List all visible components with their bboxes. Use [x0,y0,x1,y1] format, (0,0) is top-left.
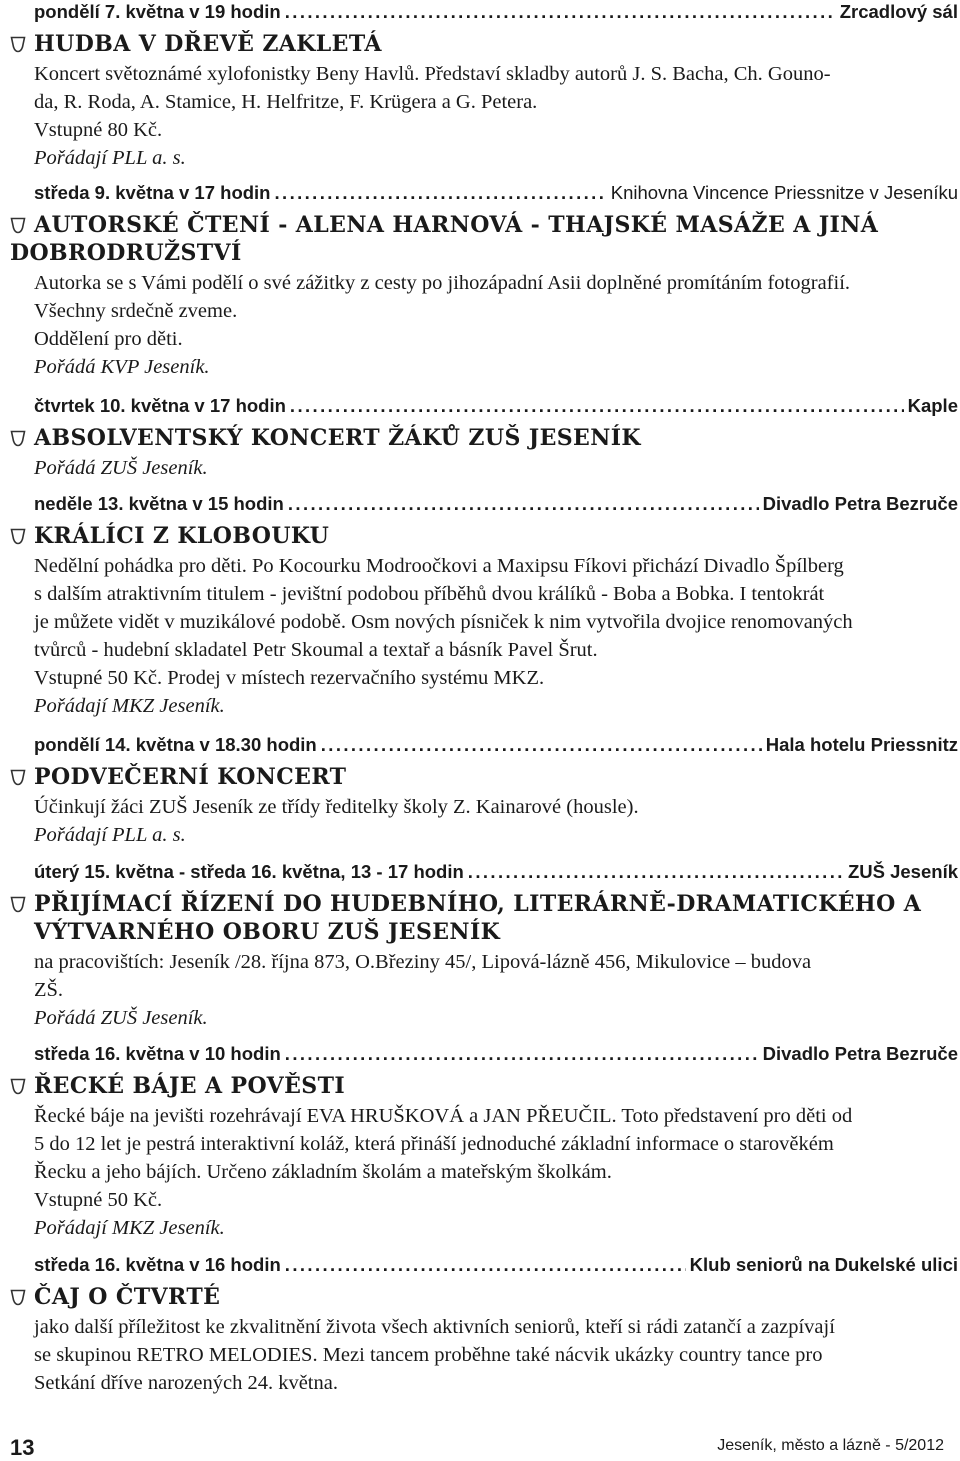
event-place: Klub seniorů na Dukelské ulici [689,1254,958,1275]
leader-dots [321,733,762,757]
event-item [10,733,958,849]
event-item [10,1042,958,1242]
event-description [10,454,958,482]
event-place: ZUŠ Jeseník [847,861,958,882]
event-date-line [10,1042,958,1066]
description-line: 5 do 12 let je pestrá interaktivní koláž, která přináší jednoduché základní informace o starověkém [34,1133,834,1155]
event-item [10,181,958,381]
description-line: ZŠ. [34,979,64,1001]
description-line: Vstupné 50 Kč. Prodej v místech rezervačního systému MKZ. [34,667,545,689]
publication-name: Jeseník, město a lázně - 5/2012 [717,1437,944,1454]
event-item [10,860,958,1032]
event-item [10,492,958,720]
leader-dots [285,0,836,24]
event-place: Kaple [907,395,958,416]
event-title: HUDBA V DŘEVĚ ZAKLETÁ [34,31,382,57]
event-organizer: Pořádají MKZ Jeseník. [34,695,225,717]
description-line: Vstupné 50 Kč. [34,1189,163,1211]
event-date: středa 16. května v 10 hodin [34,1043,281,1064]
event-place: Knihovna Vincence Priessnitze v Jeseníku [610,182,958,203]
event-place: Divadlo Petra Bezruče [762,1043,958,1064]
event-date-line [10,492,958,516]
description-line: Řecké báje na jevišti rozehrávají EVA HRUŠKOVÁ a JAN PŘEUČIL. Toto představení pro děti od [34,1105,853,1127]
event-title: KRÁLÍCI Z KLOBOUKU [34,523,330,549]
event-title: ŘECKÉ BÁJE A POVĚSTI [34,1073,346,1099]
bullet-icon [10,769,26,786]
leader-dots [285,1253,686,1277]
leader-dots [274,181,606,205]
description-line: je můžete vidět v muzikálové podobě. Osm nových písniček k nim vytvořila dvojice renomovaných [34,611,853,633]
event-date: úterý 15. května - středa 16. května, 13 - 17 hodin [34,861,464,882]
description-line: Účinkují žáci ZUŠ Jeseník ze třídy ředitelky školy Z. Kainarové (housle). [34,796,639,818]
bullet-icon [10,528,26,545]
description-line: Nedělní pohádka pro děti. Po Kocourku Modroočkovi a Maxipsu Fíkovi přichází Divadlo Špílberg [34,555,844,577]
bullet-icon [10,1289,26,1306]
event-organizer: Pořádají PLL a. s. [34,824,186,846]
description-line: Vstupné 80 Kč. [34,119,163,141]
event-date: středa 9. května v 17 hodin [34,182,271,203]
event-description [10,793,958,849]
event-description [10,60,958,172]
description-line: Autorka se s Vámi podělí o své zážitky z cesty po jihozápadní Asii doplněné promítáním fotografií. [34,272,851,294]
event-date: neděle 13. května v 15 hodin [34,493,284,514]
bullet-icon [10,1078,26,1095]
event-date-line [10,394,958,418]
event-date-line [10,860,958,884]
leader-dots [290,394,904,418]
description-line: Oddělení pro děti. [34,328,183,350]
event-title: AUTORSKÉ ČTENÍ - ALENA HARNOVÁ - THAJSKÉ MASÁŽE A JINÁ DOBRODRUŽSTVÍ [10,212,879,266]
event-item [10,394,958,482]
event-description [10,1313,958,1397]
description-line: Setkání dříve narozených 24. května. [34,1372,338,1394]
event-title: ČAJ O ČTVRTÉ [34,1284,221,1310]
leader-dots [468,860,844,884]
description-line: da, R. Roda, A. Stamice, H. Helfritze, F. Krügera a G. Petera. [34,91,538,113]
event-date: pondělí 7. května v 19 hodin [34,1,281,22]
event-date: středa 16. května v 16 hodin [34,1254,281,1275]
event-date-line [10,0,958,24]
event-description [10,552,958,720]
description-line: na pracovištích: Jeseník /28. října 873, O.Březiny 45/, Lipová-lázně 456, Mikulovice – budova [34,951,812,973]
event-description [10,948,958,1032]
description-line: tvůrců - hudební skladatel Petr Skoumal a textař a básník Pavel Šrut. [34,639,598,661]
event-organizer: Pořádá ZUŠ Jeseník. [34,1007,208,1029]
event-item [10,0,958,172]
page-number: 13 [10,1435,35,1460]
event-date-line [10,1253,958,1277]
description-line: Koncert světoznámé xylofonistky Beny Havlů. Představí skladby autorů J. S. Bacha, Ch. Gouno- [34,63,831,85]
leader-dots [288,492,759,516]
event-date-line [10,733,958,757]
event-organizer: Pořádá ZUŠ Jeseník. [34,457,208,479]
description-line: jako další příležitost ke zkvalitnění života všech aktivních seniorů, kteří si rádi zatančí a zazpívají [34,1316,835,1338]
event-date: pondělí 14. května v 18.30 hodin [34,734,317,755]
description-line: s dalším atraktivním titulem - jevištní podobou příběhů dvou králíků - Boba a Bobka. I tentokrát [34,583,825,605]
event-place: Zrcadlový sál [839,1,958,22]
bullet-icon [10,36,26,53]
description-line: se skupinou RETRO MELODIES. Mezi tancem proběhne také nácvik ukázky country tance pro [34,1344,823,1366]
event-place: Hala hotelu Priessnitz [765,734,958,755]
event-title: PŘIJÍMACÍ ŘÍZENÍ DO HUDEBNÍHO, LITERÁRNĚ-DRAMATICKÉHO A VÝTVARNÉHO OBORU ZUŠ JESENÍK [34,891,922,945]
bullet-icon [10,217,26,234]
event-title: PODVEČERNÍ KONCERT [34,764,347,790]
bullet-icon [10,896,26,913]
event-place: Divadlo Petra Bezruče [762,493,958,514]
event-organizer: Pořádají MKZ Jeseník. [34,1217,225,1239]
leader-dots [285,1042,759,1066]
event-description [10,1102,958,1242]
description-line: Řecku a jeho bájích. Určeno základním školám a mateřským školkám. [34,1161,612,1183]
bullet-icon [10,430,26,447]
event-organizer: Pořádají PLL a. s. [34,147,186,169]
event-date-line [10,181,958,205]
event-description [10,269,958,381]
event-organizer: Pořádá KVP Jeseník. [34,356,210,378]
event-date: čtvrtek 10. května v 17 hodin [34,395,286,416]
event-title: ABSOLVENTSKÝ KONCERT ŽÁKŮ ZUŠ JESENÍK [34,425,641,451]
event-item [10,1253,958,1397]
description-line: Všechny srdečně zveme. [34,300,238,322]
